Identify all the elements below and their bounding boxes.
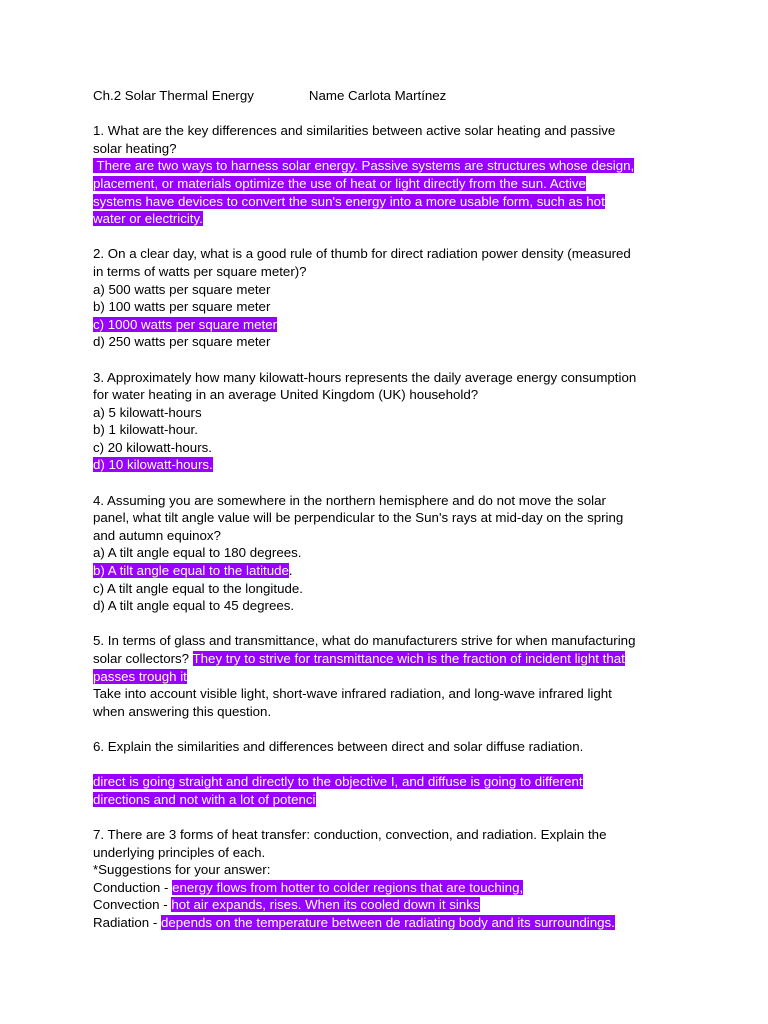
question-text: 2. On a clear day, what is a good rule of thumb for direct radiation power density (measured (93, 246, 631, 262)
option-d-selected: d) 10 kilowatt-hours. (93, 457, 213, 473)
highlighted-answer: systems have devices to convert the sun's energy into a more usable form, such as hot (93, 193, 605, 209)
chapter-title: Ch.2 Solar Thermal Energy (93, 88, 254, 103)
question-text: 5. In terms of glass and transmittance, what do manufacturers strive for when manufacturing (93, 633, 636, 649)
convection-answer: hot air expands, rises. When its cooled down it sinks (171, 897, 480, 913)
student-name: Name Carlota Martínez (308, 88, 447, 103)
question-note: Take into account visible light, short-wave infrared radiation, and long-wave infrared light (93, 686, 612, 702)
highlighted-answer: water or electricity. (93, 211, 203, 227)
question-1 (93, 122, 683, 228)
question-5 (93, 632, 683, 720)
radiation-label: Radiation - (93, 914, 161, 930)
option-c: c) A tilt angle equal to the longitude. (93, 580, 303, 596)
question-text: 4. Assuming you are somewhere in the northern hemisphere and do not move the solar (93, 492, 606, 508)
highlighted-answer: direct is going straight and directly to the objective I, and diffuse is going to different (93, 774, 583, 790)
option-b-period: . (288, 563, 293, 579)
option-b: b) 100 watts per square meter (93, 299, 271, 315)
option-a: a) A tilt angle equal to 180 degrees. (93, 545, 302, 561)
question-text: underlying principles of each. (93, 844, 266, 860)
radiation-answer: depends on the temperature between de radiating body and its surroundings. (161, 914, 615, 930)
question-text: in terms of watts per square meter)? (93, 263, 307, 279)
conduction-label: Conduction - (93, 879, 173, 895)
conduction-answer: energy flows from hotter to colder regions that are touching, (172, 879, 524, 895)
worksheet-page (93, 87, 683, 932)
question-text: solar heating? (93, 140, 177, 156)
option-b: b) 1 kilowatt-hour. (93, 422, 198, 438)
suggestions-label: *Suggestions for your answer: (93, 862, 271, 878)
highlighted-answer: There are two ways to harness solar energy. Passive systems are structures whose design, (93, 158, 635, 174)
option-d: d) 250 watts per square meter (93, 334, 271, 350)
option-b-selected: b) A tilt angle equal to the latitude (93, 563, 289, 579)
question-2 (93, 245, 683, 351)
question-text: for water heating in an average United Kingdom (UK) household? (93, 387, 479, 403)
question-text: 1. What are the key differences and similarities between active solar heating and passive (93, 123, 616, 139)
question-7 (93, 826, 683, 932)
option-d: d) A tilt angle equal to 45 degrees. (93, 598, 295, 614)
highlighted-answer: They try to strive for transmittance wich is the fraction of incident light that (192, 651, 625, 666)
question-4 (93, 492, 683, 615)
question-text: and autumn equinox? (93, 527, 221, 543)
radiation-row (93, 914, 683, 932)
conduction-row (93, 879, 683, 897)
question-3 (93, 369, 683, 475)
question-text: 6. Explain the similarities and differences between direct and solar diffuse radiation. (93, 738, 584, 754)
option-a: a) 500 watts per square meter (93, 281, 271, 297)
option-c: c) 20 kilowatt-hours. (93, 439, 212, 455)
highlighted-answer: directions and not with a lot of potenci (93, 791, 316, 807)
convection-label: Convection - (93, 897, 172, 913)
question-text: 7. There are 3 forms of heat transfer: conduction, convection, and radiation. Explain the (93, 826, 607, 842)
header-line (93, 87, 683, 105)
question-text: panel, what tilt angle value will be perpendicular to the Sun's rays at mid-day on the spring (93, 510, 624, 526)
option-c-selected: c) 1000 watts per square meter (93, 316, 278, 332)
question-note: when answering this question. (93, 703, 272, 719)
highlighted-answer: passes trough it (93, 668, 187, 684)
question-6 (93, 738, 683, 808)
option-a: a) 5 kilowatt-hours (93, 404, 202, 420)
question-text: 3. Approximately how many kilowatt-hours represents the daily average energy consumption (93, 369, 637, 385)
convection-row (93, 896, 683, 914)
question-text: solar collectors? (93, 651, 193, 666)
highlighted-answer: placement, or materials optimize the use of heat or light directly from the sun. Active (93, 175, 586, 191)
